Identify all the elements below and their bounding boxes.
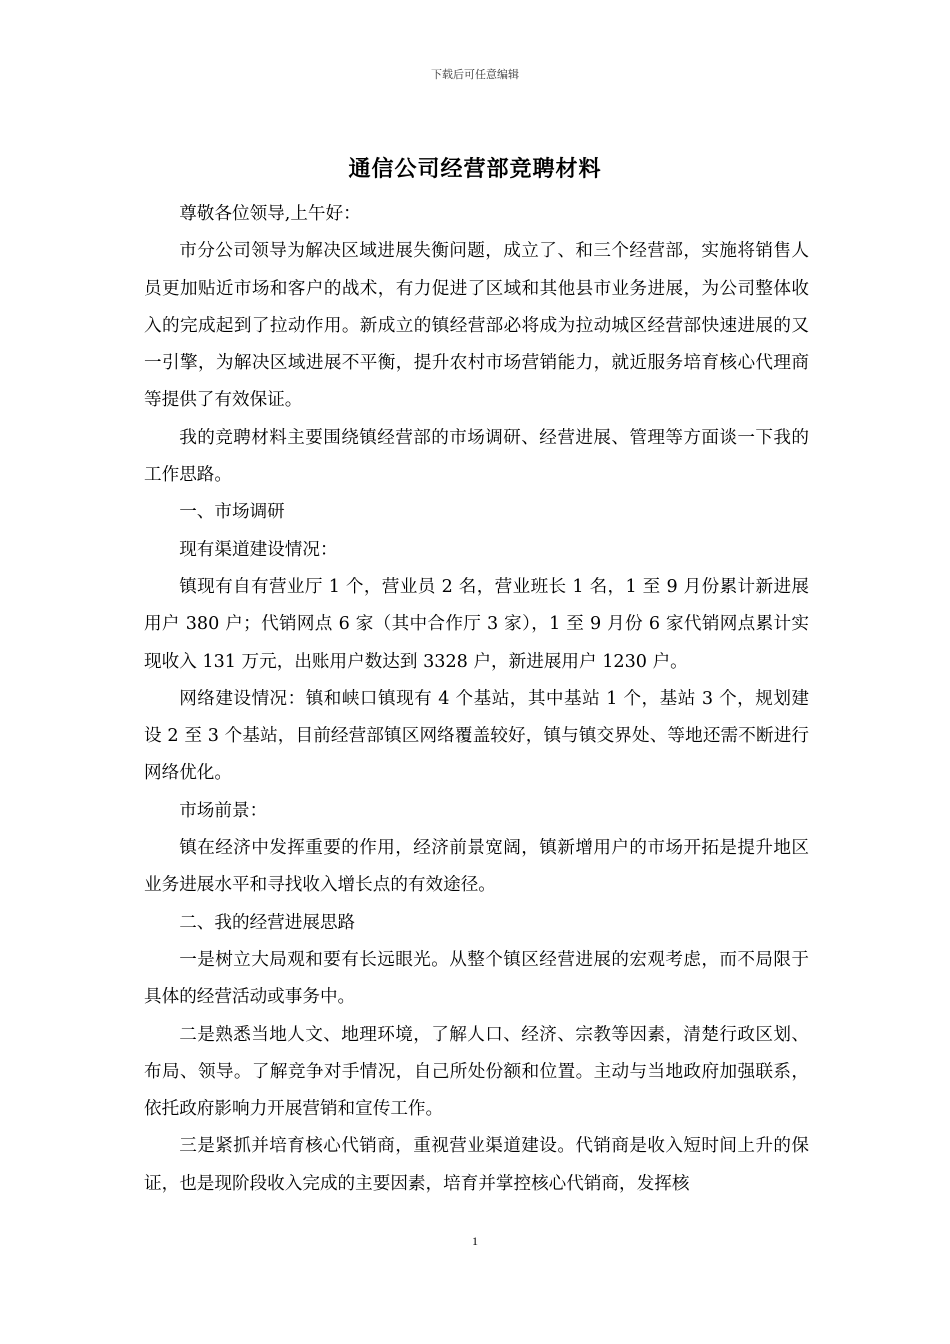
paragraph-outline: 我的竞聘材料主要围绕镇经营部的市场调研、经营进展、管理等方面谈一下我的工作思路。 [144,427,809,486]
paragraph-market-prospect: 镇在经济中发挥重要的作用，经济前景宽阔，镇新增用户的市场开拓是提升地区业务进展水平和寻找收入增长点的有效途径。 [144,838,809,896]
paragraph-channel-stats: 镇现有自有营业厅 1 个，营业员 2 名，营业班长 1 名，1 至 9 月份累计新进展用户 380 户；代销网点 6 家（其中合作厅 3 家），1 至 9 月份 6 家代销网点累计实现收入 131 万元，出账用户数达到 3328 户，新进展用户 1230 户。 [144,576,809,672]
page-number: 1 [472,1234,478,1248]
subheading-channel-construction: 现有渠道建设情况： [179,539,338,560]
paragraph-idea-three: 三是紧抓并培育核心代销商，重视营业渠道建设。代销商是收入短时间上升的保证，也是现阶段收入完成的主要因素，培育并掌控核心代销商，发挥核 [144,1136,809,1194]
section-heading-business-ideas: 二、我的经营进展思路 [179,912,356,933]
paragraph-idea-two: 二是熟悉当地人文、地理环境，了解人口、经济、宗教等因素，清楚行政区划、布局、领导。了解竞争对手情况，自己所处份额和位置。主动与当地政府加强联系，依托政府影响力开展营销和宣传工作。 [144,1024,809,1120]
section-heading-market-research: 一、市场调研 [179,502,285,523]
paragraph-greeting: 尊敬各位领导,上午好： [179,204,361,224]
document-body [144,196,809,1203]
paragraph-network-construction: 网络建设情况：镇和峡口镇现有 4 个基站，其中基站 1 个，基站 3 个，规划建设 2 至 3 个基站，目前经营部镇区网络覆盖较好，镇与镇交界处、等地还需不断进行网络优化。 [144,688,809,784]
document-title: 通信公司经营部竞聘材料 [348,157,602,182]
paragraph-idea-one: 一是树立大局观和要有长远眼光。从整个镇区经营进展的宏观考虑，而不局限于具体的经营活动或事务中。 [144,949,809,1008]
subheading-market-prospect: 市场前景： [179,800,268,821]
header-note: 下载后可任意编辑 [431,68,519,81]
paragraph-intro: 市分公司领导为解决区域进展失衡问题，成立了、和三个经营部，实施将销售人员更加贴近市场和客户的战术，有力促进了区域和其他县市业务进展，为公司整体收入的完成起到了拉动作用。新成立的镇经营部必将成为拉动城区经营部快速进展的又一引擎，为解决区域进展不平衡，提升农村市场营销能力，就近服务培育核心代理商等提供了有效保证。 [144,241,809,411]
